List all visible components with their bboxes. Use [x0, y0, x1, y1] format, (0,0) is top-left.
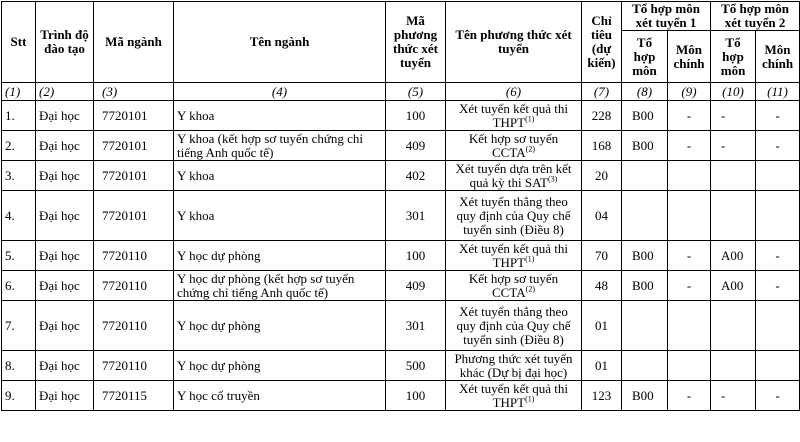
- row-ten-pt: Xét tuyển kết quả thi THPT$^{(1)}$: [446, 241, 582, 271]
- row-to-hop-1: B00: [622, 271, 668, 301]
- row-ma-pt: 409: [386, 131, 446, 161]
- column-number: (6): [446, 83, 582, 101]
- row-mon-chinh-2: -: [756, 381, 800, 411]
- footnote-marker: (2): [525, 144, 535, 154]
- row-mon-chinh-1: [668, 191, 711, 241]
- row-ma-nganh: 7720110: [94, 271, 174, 301]
- row-mon-chinh-1: -: [668, 271, 711, 301]
- column-number: (3): [94, 83, 174, 101]
- row-mon-chinh-1: -: [668, 381, 711, 411]
- row-ten-pt: Phương thức xét tuyển khác (Dự bị đại học): [446, 351, 582, 381]
- column-number: (1): [2, 83, 36, 101]
- header-to-hop-mon-1: Tổ hợp môn: [622, 31, 668, 83]
- footnote-marker: (1): [525, 394, 535, 404]
- row-to-hop-2: A00: [711, 271, 756, 301]
- column-number: (10): [711, 83, 756, 101]
- row-to-hop-1: B00: [622, 241, 668, 271]
- row-stt: 5.: [2, 241, 36, 271]
- column-number: (2): [36, 83, 94, 101]
- row-stt: 4.: [2, 191, 36, 241]
- row-to-hop-1: B00: [622, 381, 668, 411]
- row-stt: 8.: [2, 351, 36, 381]
- row-mon-chinh-2: -: [756, 131, 800, 161]
- row-ma-nganh: 7720101: [94, 131, 174, 161]
- row-mon-chinh-2: -: [756, 101, 800, 131]
- row-ten-nganh: Y khoa (kết hợp sơ tuyển chứng chỉ tiếng Anh quốc tế): [174, 131, 386, 161]
- row-to-hop-2: [711, 161, 756, 191]
- row-trinh-do: Đại học: [36, 161, 94, 191]
- row-ma-pt: 500: [386, 351, 446, 381]
- row-mon-chinh-2: -: [756, 241, 800, 271]
- column-number: (9): [668, 83, 711, 101]
- row-ten-nganh: Y học dự phòng: [174, 241, 386, 271]
- row-ma-nganh: 7720110: [94, 351, 174, 381]
- row-to-hop-1: [622, 351, 668, 381]
- row-to-hop-2: -: [711, 381, 756, 411]
- header-to-hop-mon-2: Tổ hợp môn: [711, 31, 756, 83]
- row-trinh-do: Đại học: [36, 191, 94, 241]
- row-ten-nganh: Y khoa: [174, 161, 386, 191]
- row-ten-pt: Xét tuyển kết quả thi THPT$^{(1)}$: [446, 381, 582, 411]
- row-ten-pt: Kết hợp sơ tuyển CCTA$^{(2)}$: [446, 131, 582, 161]
- row-ten-nganh: Y học dự phòng (kết hợp sơ tuyển chứng chỉ tiếng Anh quốc tế): [174, 271, 386, 301]
- row-to-hop-2: [711, 351, 756, 381]
- row-trinh-do: Đại học: [36, 241, 94, 271]
- row-chi-tieu: 01: [582, 351, 622, 381]
- row-ma-pt: 100: [386, 241, 446, 271]
- row-to-hop-2: -: [711, 101, 756, 131]
- row-to-hop-1: [622, 191, 668, 241]
- row-ten-nganh: Y khoa: [174, 101, 386, 131]
- table-row: [2, 191, 800, 241]
- header-mon-chinh-2: Môn chính: [756, 31, 800, 83]
- row-stt: 6.: [2, 271, 36, 301]
- table-row: [2, 161, 800, 191]
- row-mon-chinh-2: -: [756, 271, 800, 301]
- row-chi-tieu: 48: [582, 271, 622, 301]
- row-stt: 9.: [2, 381, 36, 411]
- row-ten-pt: Kết hợp sơ tuyển CCTA$^{(2)}$: [446, 271, 582, 301]
- row-chi-tieu: 123: [582, 381, 622, 411]
- header-chi-tieu: Chỉ tiêu (dự kiến): [582, 2, 622, 83]
- row-mon-chinh-1: [668, 351, 711, 381]
- row-ma-pt: 301: [386, 191, 446, 241]
- row-trinh-do: Đại học: [36, 131, 94, 161]
- row-ten-nganh: Y khoa: [174, 191, 386, 241]
- row-to-hop-2: -: [711, 131, 756, 161]
- header-row-1: [2, 2, 800, 31]
- header-ten-nganh: Tên ngành: [174, 2, 386, 83]
- row-mon-chinh-1: [668, 301, 711, 351]
- table-row: [2, 101, 800, 131]
- footnote-marker: (2): [525, 284, 535, 294]
- table-body: [2, 101, 800, 411]
- row-mon-chinh-2: [756, 191, 800, 241]
- row-ten-nganh: Y học dự phòng: [174, 301, 386, 351]
- row-mon-chinh-2: [756, 161, 800, 191]
- row-mon-chinh-1: [668, 161, 711, 191]
- header-to-hop-2: Tổ hợp môn xét tuyển 2: [711, 2, 800, 31]
- row-trinh-do: Đại học: [36, 381, 94, 411]
- row-chi-tieu: 228: [582, 101, 622, 131]
- admission-table: [1, 1, 800, 411]
- footnote-marker: (1): [525, 114, 535, 124]
- row-to-hop-2: [711, 301, 756, 351]
- row-to-hop-1: B00: [622, 131, 668, 161]
- row-ten-nganh: Y học cổ truyền: [174, 381, 386, 411]
- table-row: [2, 381, 800, 411]
- row-trinh-do: Đại học: [36, 271, 94, 301]
- table-row: [2, 351, 800, 381]
- header-trinh-do: Trình độ đào tạo: [36, 2, 94, 83]
- row-stt: 1.: [2, 101, 36, 131]
- row-ma-pt: 409: [386, 271, 446, 301]
- header-ma-ptxt: Mã phương thức xét tuyển: [386, 2, 446, 83]
- column-number: (8): [622, 83, 668, 101]
- column-number: (5): [386, 83, 446, 101]
- row-stt: 3.: [2, 161, 36, 191]
- header-stt: Stt: [2, 2, 36, 83]
- row-ma-nganh: 7720101: [94, 101, 174, 131]
- row-ma-pt: 100: [386, 101, 446, 131]
- column-number: (11): [756, 83, 800, 101]
- row-ten-pt: Xét tuyển kết quả thi THPT$^{(1)}$: [446, 101, 582, 131]
- row-chi-tieu: 04: [582, 191, 622, 241]
- row-ma-nganh: 7720110: [94, 241, 174, 271]
- column-number: (7): [582, 83, 622, 101]
- table-row: [2, 241, 800, 271]
- row-ma-nganh: 7720101: [94, 161, 174, 191]
- footnote-marker: (1): [525, 254, 535, 264]
- row-mon-chinh-1: -: [668, 101, 711, 131]
- column-number: (4): [174, 83, 386, 101]
- row-ma-pt: 301: [386, 301, 446, 351]
- row-ten-pt: Xét tuyển thẳng theo quy định của Quy chế tuyển sinh (Điều 8): [446, 301, 582, 351]
- row-to-hop-1: [622, 161, 668, 191]
- header-mon-chinh-1: Môn chính: [668, 31, 711, 83]
- row-trinh-do: Đại học: [36, 351, 94, 381]
- table-row: [2, 301, 800, 351]
- column-number-row: [2, 83, 800, 101]
- row-ma-nganh: 7720101: [94, 191, 174, 241]
- row-ten-pt: Xét tuyển dựa trên kết quả kỳ thi SAT$^{(3)}$: [446, 161, 582, 191]
- row-chi-tieu: 70: [582, 241, 622, 271]
- row-ten-pt: Xét tuyển thẳng theo quy định của Quy chế tuyển sinh (Điều 8): [446, 191, 582, 241]
- row-chi-tieu: 01: [582, 301, 622, 351]
- header-to-hop-1: Tổ hợp môn xét tuyển 1: [622, 2, 711, 31]
- row-stt: 7.: [2, 301, 36, 351]
- row-trinh-do: Đại học: [36, 101, 94, 131]
- header-ten-ptxt: Tên phương thức xét tuyển: [446, 2, 582, 83]
- row-to-hop-2: [711, 191, 756, 241]
- row-mon-chinh-1: -: [668, 131, 711, 161]
- row-to-hop-2: A00: [711, 241, 756, 271]
- row-ma-nganh: 7720115: [94, 381, 174, 411]
- table-row: [2, 271, 800, 301]
- row-mon-chinh-1: -: [668, 241, 711, 271]
- row-trinh-do: Đại học: [36, 301, 94, 351]
- row-chi-tieu: 20: [582, 161, 622, 191]
- row-to-hop-1: [622, 301, 668, 351]
- row-ma-pt: 100: [386, 381, 446, 411]
- row-stt: 2.: [2, 131, 36, 161]
- footnote-marker: (3): [548, 174, 558, 184]
- table-row: [2, 131, 800, 161]
- header-ma-nganh: Mã ngành: [94, 2, 174, 83]
- row-chi-tieu: 168: [582, 131, 622, 161]
- row-ma-nganh: 7720110: [94, 301, 174, 351]
- row-ten-nganh: Y học dự phòng: [174, 351, 386, 381]
- row-to-hop-1: B00: [622, 101, 668, 131]
- row-ma-pt: 402: [386, 161, 446, 191]
- row-mon-chinh-2: [756, 301, 800, 351]
- row-mon-chinh-2: [756, 351, 800, 381]
